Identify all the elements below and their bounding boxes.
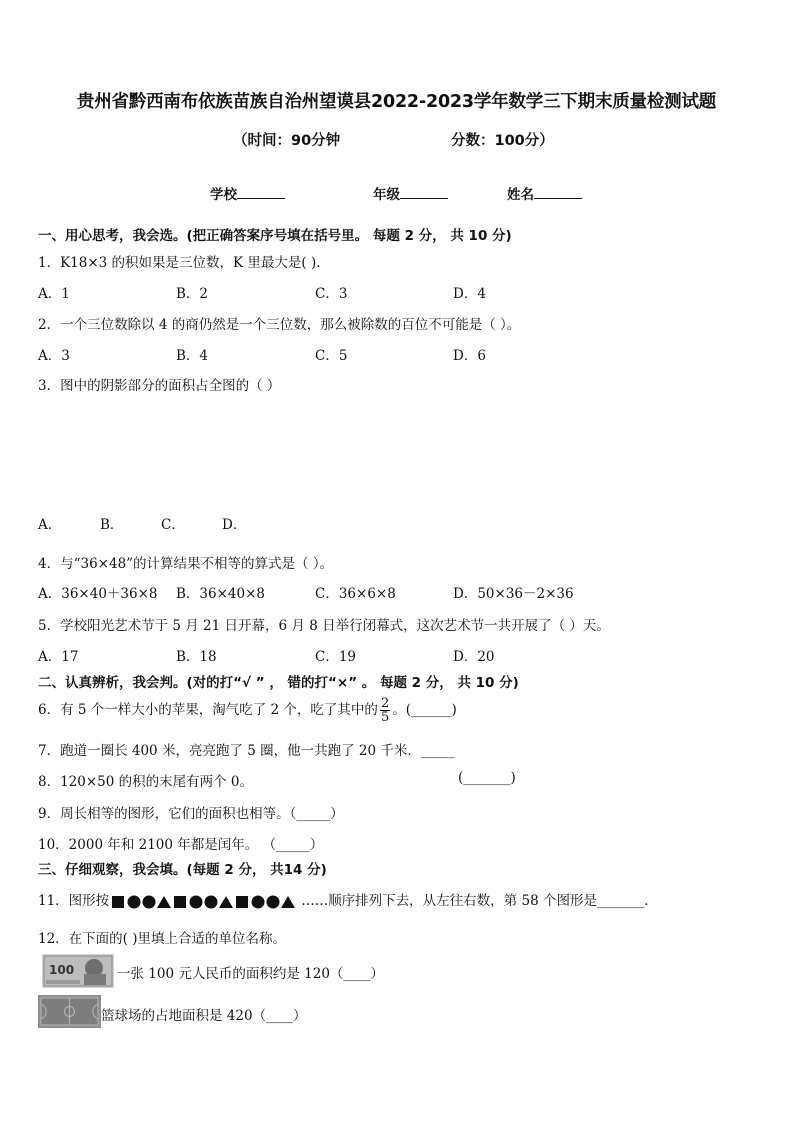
time-label: （时间：90分钟 <box>233 133 341 149</box>
circle-icon <box>143 895 156 908</box>
circle-icon <box>252 895 265 908</box>
circle-icon <box>190 895 203 908</box>
square-icon <box>174 896 186 908</box>
q3-option-a[interactable]: A． <box>38 517 62 533</box>
triangle-icon <box>281 896 295 908</box>
name-label: 姓名 <box>507 187 534 203</box>
q11-text-before: 11．图形按 <box>38 893 110 909</box>
question-12b[interactable]: 篮球场的占地面积是 420（____） <box>101 1008 307 1024</box>
section2-heading: 二、认真辨析，我会判。(对的打“√ ” ， 错的打“×” 。 每题 2 分， 共 10 分) <box>38 675 519 691</box>
question-1: 1．K18×3 的积如果是三位数，K 里最大是( ). <box>38 255 321 271</box>
section3-heading: 三、仔细观察，我会填。(每题 2 分， 共14 分) <box>38 862 327 878</box>
question-10[interactable]: 10．2000 年和 2100 年都是闰年。 （_____） <box>38 837 324 853</box>
square-icon <box>236 896 248 908</box>
question-12: 12．在下面的( )里填上合适的单位名称。 <box>38 931 287 947</box>
question-6 <box>38 697 457 724</box>
question-3: 3．图中的阴影部分的面积占全图的（ ） <box>38 378 281 394</box>
q2-option-c[interactable]: C．5 <box>315 348 348 364</box>
square-icon <box>112 896 124 908</box>
banknote-100-icon <box>42 954 114 988</box>
q6-denominator: 5 <box>380 710 390 725</box>
q8-answer-paren[interactable]: (_______) <box>458 770 516 786</box>
question-8: 8．120×50 的积的末尾有两个 0。 <box>38 774 254 790</box>
grade-blank[interactable] <box>400 186 448 199</box>
q2-option-d[interactable]: D．6 <box>453 348 486 364</box>
school-label: 学校 <box>210 187 237 203</box>
banknote-denomination: 100 <box>49 963 75 977</box>
q3-option-d[interactable]: D． <box>222 517 247 533</box>
q5-option-b[interactable]: B．18 <box>176 649 217 665</box>
q5-option-c[interactable]: C．19 <box>315 649 357 665</box>
circle-icon <box>267 895 280 908</box>
q2-option-a[interactable]: A．3 <box>38 348 70 364</box>
school-field[interactable] <box>210 183 285 203</box>
score-label: 分数：100分） <box>451 133 554 149</box>
q5-option-a[interactable]: A．17 <box>38 649 79 665</box>
question-2: 2．一个三位数除以 4 的商仍然是一个三位数，那么被除数的百位不可能是（ ）。 <box>38 317 521 333</box>
triangle-icon <box>219 896 233 908</box>
question-12a[interactable]: 一张 100 元人民币的面积约是 120（____） <box>117 966 384 982</box>
grade-label: 年级 <box>373 187 400 203</box>
question-11 <box>38 889 658 910</box>
q4-option-a[interactable]: A．36×40＋36×8 <box>38 586 158 602</box>
q11-text-after[interactable]: ……顺序排列下去，从左往右数，第 58 个图形是_______． <box>301 893 658 909</box>
circle-icon <box>128 895 141 908</box>
section1-heading: 一、用心思考，我会选。(把正确答案序号填在括号里。 每题 2 分， 共 10 分) <box>38 228 512 244</box>
q1-option-c[interactable]: C．3 <box>315 286 348 302</box>
q6-numerator: 2 <box>380 696 390 711</box>
exam-title: 贵州省黔西南布依族苗族自治州望谟县2022-2023学年数学三下期末质量检测试题 <box>76 92 717 112</box>
q5-option-d[interactable]: D．20 <box>453 649 495 665</box>
grade-field[interactable] <box>373 183 448 203</box>
q6-text-before: 6．有 5 个一样大小的苹果，淘气吃了 2 个，吃了其中的 <box>38 702 378 718</box>
question-9[interactable]: 9．周长相等的图形，它们的面积也相等。（_____） <box>38 806 344 822</box>
q4-option-d[interactable]: D．50×36－2×36 <box>453 586 574 602</box>
q6-text-after[interactable]: 。(______) <box>392 702 457 718</box>
question-5: 5．学校阳光艺术节于 5 月 21 日开幕，6 月 8 日举行闭幕式，这次艺术节一共开展了（ ）天。 <box>38 618 610 634</box>
circle-icon <box>205 895 218 908</box>
q1-option-a[interactable]: A．1 <box>38 286 70 302</box>
name-field[interactable] <box>507 183 582 203</box>
question-4: 4．与“36×48”的计算结果不相等的算式是（ ）。 <box>38 556 334 572</box>
basketball-court-icon <box>38 995 101 1028</box>
name-blank[interactable] <box>534 186 582 199</box>
q4-option-c[interactable]: C．36×6×8 <box>315 586 396 602</box>
question-7[interactable]: 7．跑道一圈长 400 米，亮亮跑了 5 圈，他一共跑了 20 千米．_____ <box>38 743 455 759</box>
school-blank[interactable] <box>237 186 285 199</box>
q1-option-d[interactable]: D．4 <box>453 286 486 302</box>
triangle-icon <box>157 896 171 908</box>
q6-fraction <box>380 697 390 724</box>
q2-option-b[interactable]: B．4 <box>176 348 209 364</box>
q1-option-b[interactable]: B．2 <box>176 286 209 302</box>
q3-option-c[interactable]: C． <box>161 517 185 533</box>
shape-sequence-icon <box>112 894 298 910</box>
q4-option-b[interactable]: B．36×40×8 <box>176 586 265 602</box>
q3-option-b[interactable]: B． <box>100 517 124 533</box>
